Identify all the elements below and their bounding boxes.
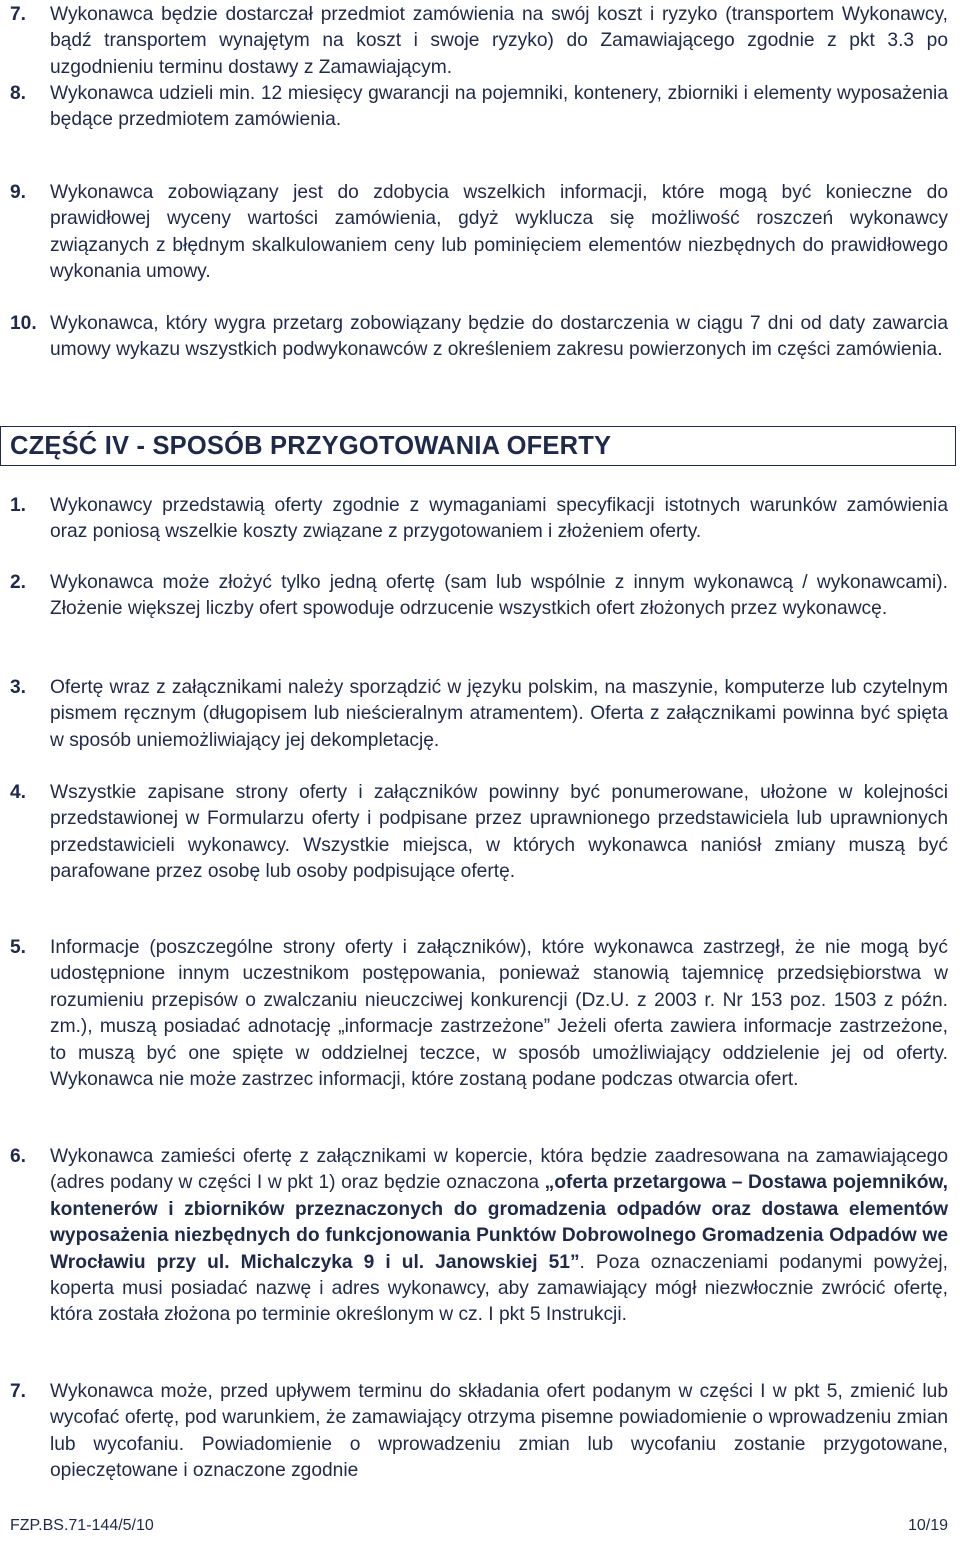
- envelope-label-text: „oferta przetargowa – Dostawa pojemników, kontenerów i zbiorników przeznaczonych do gromadzenia odpadów oraz dostawa elementów wyposażenia niezbędnych do funkcjonowania Punktów Dobrowolnego Gromadzenia Odpadów we Wrocławiu przy ul. Michalczyka 9 i ul. Janowskiej 51”: [50, 1172, 948, 1273]
- item-text: Wykonawca zobowiązany jest do zdobycia wszelkich informacji, które mogą być konieczne do prawidłowej wyceny wartości zamówienia, gdyż wyklucza się możliwość roszczeń wykonawcy związanych z błędnym skalkulowaniem ceny lub pominięciem elementów niezbędnych do prawidłowego wykonania umowy.: [50, 182, 948, 283]
- item-number: 6.: [10, 1146, 27, 1167]
- list-item: [10, 1379, 948, 1485]
- item-number: 9.: [10, 182, 27, 203]
- list-item: [10, 935, 948, 1093]
- list-item: [10, 311, 948, 364]
- item-text-after: . Poza oznaczeniami podanymi powyżej, koperta musi posiadać nazwę i adres wykonawcy, aby zamawiający mógł niezwłocznie zwrócić ofertę, która została złożona po terminie określonym w cz. I pkt 5 Instrukcji.: [50, 1251, 948, 1326]
- item-text: Wykonawcy przedstawią oferty zgodnie z wymaganiami specyfikacji istotnych warunków zamówienia oraz poniosą wszelkie koszty związane z przygotowaniem i złożeniem oferty.: [50, 495, 948, 543]
- footer-page-number: 10/19: [907, 1517, 948, 1534]
- list-item: [10, 675, 948, 754]
- item-text: Ofertę wraz z załącznikami należy sporządzić w języku polskim, na maszynie, komputerze lub czytelnym pismem ręcznym (długopisem lub nieścieralnym atramentem). Oferta z załącznikami powinna być spięta w sposób uniemożliwiający jej dekompletację.: [50, 677, 948, 751]
- item-number: 7.: [10, 4, 27, 25]
- section-heading: CZĘŚĆ IV - SPOSÓB PRZYGOTOWANIA OFERTY: [10, 432, 612, 460]
- item-text: Wykonawca może złożyć tylko jedną ofertę (sam lub wspólnie z innym wykonawcą / wykonawcami). Złożenie większej liczby ofert spowoduje odrzucenie wszystkich ofert złożonych przez wykonawcę.: [50, 572, 948, 620]
- footer-doc-ref: FZP.BS.71-144/5/10: [10, 1517, 154, 1534]
- list-item: [10, 81, 948, 134]
- item-text: Wszystkie zapisane strony oferty i załączników powinny być ponumerowane, ułożone w kolejności przedstawionej w Formularzu oferty i podpisane przez uprawnionego przedstawiciela lub uprawnionych przedstawicieli wykonawcy. Wszystkie miejsca, w których wykonawca naniósł zmiany muszą być parafowane przez osobę lub osoby podpisujące ofertę.: [50, 782, 948, 883]
- item-number: 2.: [10, 572, 27, 593]
- list-item: [10, 2, 948, 81]
- item-number: 7.: [10, 1381, 27, 1402]
- list-item: [10, 493, 948, 546]
- list-item: [10, 180, 948, 286]
- item-text-before: Wykonawca zamieści ofertę z załącznikami w kopercie, która będzie zaadresowana na zamawiającego (adres podany w części I w pkt 1) oraz będzie oznaczona: [50, 1146, 948, 1194]
- list-item: [10, 570, 948, 623]
- item-number: 3.: [10, 677, 27, 698]
- item-number: 10.: [10, 313, 37, 334]
- list-item: [10, 780, 948, 886]
- item-number: 4.: [10, 782, 27, 803]
- item-text: [50, 1144, 948, 1329]
- item-text: Wykonawca może, przed upływem terminu do składania ofert podanym w części I w pkt 5, zmienić lub wycofać ofertę, pod warunkiem, że zamawiający otrzyma pisemne powiadomienie o wprowadzeniu zmian lub wycofaniu. Powiadomienie o wprowadzeniu zmian lub wycofaniu zostanie przygotowane, opieczętowane i oznaczone zgodnie: [50, 1381, 948, 1482]
- list-item: [10, 1144, 948, 1329]
- item-number: 1.: [10, 495, 27, 516]
- item-text: Wykonawca będzie dostarczał przedmiot zamówienia na swój koszt i ryzyko (transportem Wykonawcy, bądź transportem wynajętym na koszt i swoje ryzyko) do Zamawiającego zgodnie z pkt 3.3 po uzgodnieniu terminu dostawy z Zamawiającym.: [50, 4, 948, 78]
- item-text: Wykonawca, który wygra przetarg zobowiązany będzie do dostarczenia w ciągu 7 dni od daty zawarcia umowy wykazu wszystkich podwykonawców z określeniem zakresu powierzonych im części zamówienia.: [50, 313, 948, 361]
- item-number: 8.: [10, 83, 27, 104]
- item-number: 5.: [10, 937, 27, 958]
- item-text: Informacje (poszczególne strony oferty i załączników), które wykonawca zastrzegł, że nie mogą być udostępnione innym uczestnikom postępowania, ponieważ stanowią tajemnicę przedsiębiorstwa w rozumieniu przepisów o zwalczaniu nieuczciwej konkurencji (Dz.U. z 2003 r. Nr 153 poz. 1503 z późn. zm.), muszą posiadać adnotację „informacje zastrzeżone” Jeżeli oferta zawiera informacje zastrzeżone, to muszą być one spięte w oddzielnej teczce, w sposób umożliwiający oddzielenie jej od oferty. Wykonawca nie może zastrzec informacji, które zostaną podane podczas otwarcia ofert.: [50, 937, 948, 1091]
- item-text: Wykonawca udzieli min. 12 miesięcy gwarancji na pojemniki, kontenery, zbiorniki i elementy wyposażenia będące przedmiotem zamówienia.: [50, 83, 948, 131]
